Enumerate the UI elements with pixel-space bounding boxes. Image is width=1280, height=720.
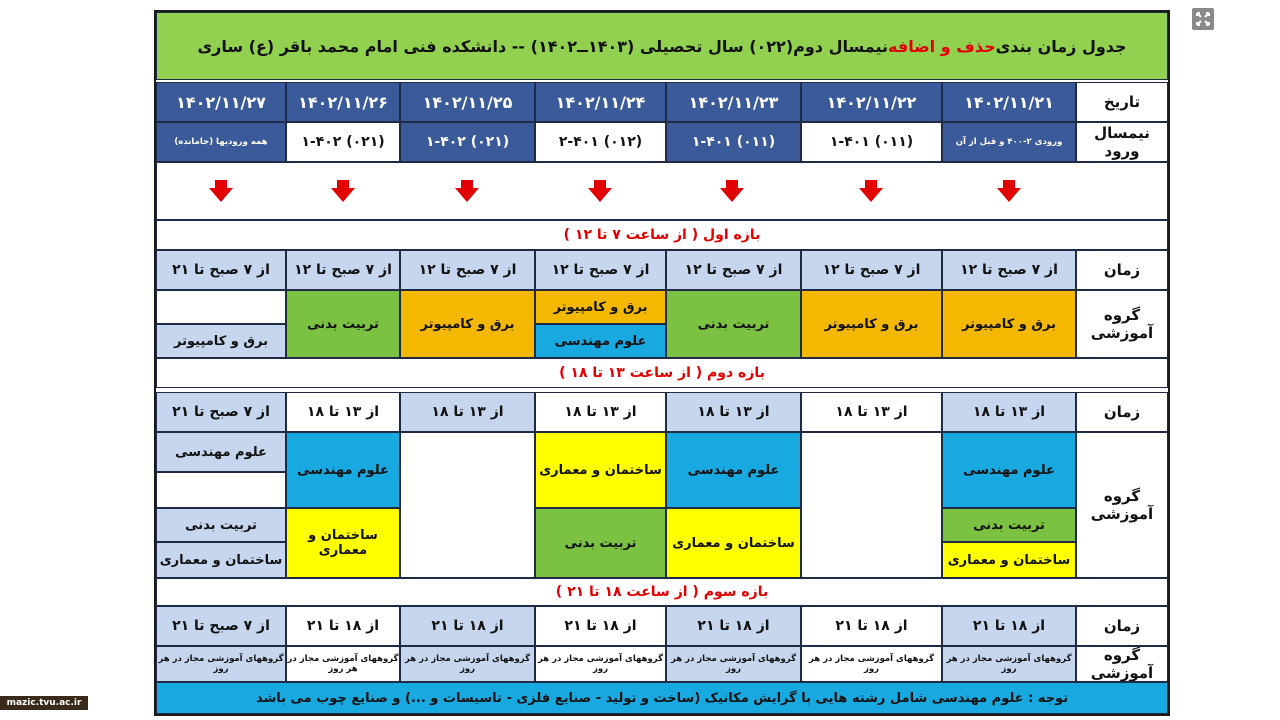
time3-7: از ۷ صبح تا ۲۱ bbox=[156, 606, 286, 646]
time3-1: از ۱۸ تا ۲۱ bbox=[942, 606, 1076, 646]
time3-5: از ۱۸ تا ۲۱ bbox=[400, 606, 535, 646]
entry-1: ورودی ۲-۴۰۰ و قبل از آن bbox=[942, 122, 1076, 162]
arrow-down-icon bbox=[858, 178, 884, 204]
group2-4b: تربیت بدنی bbox=[535, 508, 666, 578]
arrow-down-icon bbox=[454, 178, 480, 204]
time1-6: از ۷ صبح تا ۱۲ bbox=[286, 250, 400, 290]
group3-6: گروههای آموزشی مجاز در هر روز bbox=[286, 646, 400, 682]
label-group-1: گروه آموزشی bbox=[1076, 290, 1168, 358]
time2-7: از ۷ صبح تا ۲۱ bbox=[156, 392, 286, 432]
group1-3: تربیت بدنی bbox=[666, 290, 801, 358]
arrow-down-icon bbox=[208, 178, 234, 204]
entry-4: (۰۱۲) ۲-۴۰۱ bbox=[535, 122, 666, 162]
group1-4a: برق و کامپیوتر bbox=[535, 290, 666, 324]
watermark: mazic.tvu.ac.ir bbox=[0, 696, 88, 710]
group3-3: گروههای آموزشی مجاز در هر روز bbox=[666, 646, 801, 682]
title-part2: حذف و اضافه bbox=[888, 36, 996, 56]
schedule-table bbox=[154, 10, 1170, 716]
title-part3: نیمسال دوم(۰۲۲) سال تحصیلی (۱۴۰۳ــ۱۴۰۲) -- دانشکده فنی امام محمد باقر (ع) ساری bbox=[197, 36, 889, 56]
group1-2: برق و کامپیوتر bbox=[801, 290, 942, 358]
group2-4a: ساختمان و معماری bbox=[535, 432, 666, 508]
entry-6: (۰۲۱) ۱-۴۰۲ bbox=[286, 122, 400, 162]
band-first: بازه اول ( از ساعت ۷ تا ۱۲ ) bbox=[156, 220, 1168, 250]
group2-7-empty bbox=[156, 472, 286, 508]
footnote: توجه : علوم مهندسی شامل رشته هایی با گرایش مکانیک (ساخت و تولید - صنایع فلزی - تاسیسات و ...) و صنایع چوب می باشد bbox=[156, 682, 1168, 714]
time1-2: از ۷ صبح تا ۱۲ bbox=[801, 250, 942, 290]
date-5: ۱۴۰۲/۱۱/۲۵ bbox=[400, 82, 535, 122]
label-time-2: زمان bbox=[1076, 392, 1168, 432]
band-second: بازه دوم ( از ساعت ۱۳ تا ۱۸ ) bbox=[156, 358, 1168, 388]
entry-5: (۰۲۱) ۱-۴۰۲ bbox=[400, 122, 535, 162]
date-2: ۱۴۰۲/۱۱/۲۲ bbox=[801, 82, 942, 122]
label-entry: نیمسال ورود bbox=[1076, 122, 1168, 162]
time1-4: از ۷ صبح تا ۱۲ bbox=[535, 250, 666, 290]
date-6: ۱۴۰۲/۱۱/۲۶ bbox=[286, 82, 400, 122]
time1-7: از ۷ صبح تا ۲۱ bbox=[156, 250, 286, 290]
group1-5: برق و کامپیوتر bbox=[400, 290, 535, 358]
arrow-down-icon bbox=[996, 178, 1022, 204]
time2-6: از ۱۳ تا ۱۸ bbox=[286, 392, 400, 432]
time3-6: از ۱۸ تا ۲۱ bbox=[286, 606, 400, 646]
group2-2-empty bbox=[801, 432, 942, 578]
group2-6a: علوم مهندسی bbox=[286, 432, 400, 508]
date-3: ۱۴۰۲/۱۱/۲۳ bbox=[666, 82, 801, 122]
time1-1: از ۷ صبح تا ۱۲ bbox=[942, 250, 1076, 290]
date-1: ۱۴۰۲/۱۱/۲۱ bbox=[942, 82, 1076, 122]
time1-5: از ۷ صبح تا ۱۲ bbox=[400, 250, 535, 290]
group2-1a: علوم مهندسی bbox=[942, 432, 1076, 508]
entry-7: همه ورودیها (جامانده) bbox=[156, 122, 286, 162]
group2-1b: تربیت بدنی bbox=[942, 508, 1076, 542]
label-time-1: زمان bbox=[1076, 250, 1168, 290]
group3-5: گروههای آموزشی مجاز در هر روز bbox=[400, 646, 535, 682]
date-7: ۱۴۰۲/۱۱/۲۷ bbox=[156, 82, 286, 122]
group2-7a: علوم مهندسی bbox=[156, 432, 286, 472]
group3-4: گروههای آموزشی مجاز در هر روز bbox=[535, 646, 666, 682]
arrow-down-icon bbox=[587, 178, 613, 204]
group1-4b: علوم مهندسی bbox=[535, 324, 666, 358]
group2-3a: علوم مهندسی bbox=[666, 432, 801, 508]
time3-2: از ۱۸ تا ۲۱ bbox=[801, 606, 942, 646]
group1-6: تربیت بدنی bbox=[286, 290, 400, 358]
label-group-3: گروه آموزشی bbox=[1076, 646, 1168, 682]
table-title bbox=[156, 12, 1168, 80]
time3-3: از ۱۸ تا ۲۱ bbox=[666, 606, 801, 646]
group2-3b: ساختمان و معماری bbox=[666, 508, 801, 578]
entry-2: (۰۱۱) ۱-۴۰۱ bbox=[801, 122, 942, 162]
band-third: بازه سوم ( از ساعت ۱۸ تا ۲۱ ) bbox=[156, 578, 1168, 606]
group3-1: گروههای آموزشی مجاز در هر روز bbox=[942, 646, 1076, 682]
date-4: ۱۴۰۲/۱۱/۲۴ bbox=[535, 82, 666, 122]
group2-1c: ساختمان و معماری bbox=[942, 542, 1076, 578]
time2-4: از ۱۳ تا ۱۸ bbox=[535, 392, 666, 432]
group1-1: برق و کامپیوتر bbox=[942, 290, 1076, 358]
group3-7: گروههای آموزشی مجاز در هر روز bbox=[156, 646, 286, 682]
label-time-3: زمان bbox=[1076, 606, 1168, 646]
time2-1: از ۱۳ تا ۱۸ bbox=[942, 392, 1076, 432]
group2-7b: تربیت بدنی bbox=[156, 508, 286, 542]
time3-4: از ۱۸ تا ۲۱ bbox=[535, 606, 666, 646]
group3-2: گروههای آموزشی مجاز در هر روز bbox=[801, 646, 942, 682]
group2-6b: ساختمان و معماری bbox=[286, 508, 400, 578]
time2-3: از ۱۳ تا ۱۸ bbox=[666, 392, 801, 432]
arrow-down-icon bbox=[330, 178, 356, 204]
time2-2: از ۱۳ تا ۱۸ bbox=[801, 392, 942, 432]
group1-7-empty bbox=[156, 290, 286, 324]
label-date: تاریخ bbox=[1076, 82, 1168, 122]
time1-3: از ۷ صبح تا ۱۲ bbox=[666, 250, 801, 290]
label-group-2: گروه آموزشی bbox=[1076, 432, 1168, 578]
expand-icon[interactable] bbox=[1192, 8, 1214, 30]
group2-5-empty bbox=[400, 432, 535, 578]
group1-7: برق و کامپیوتر bbox=[156, 324, 286, 358]
time2-5: از ۱۳ تا ۱۸ bbox=[400, 392, 535, 432]
title-part1: جدول زمان بندی bbox=[995, 36, 1127, 56]
entry-3: (۰۱۱) ۱-۴۰۱ bbox=[666, 122, 801, 162]
group2-7c: ساختمان و معماری bbox=[156, 542, 286, 578]
arrow-down-icon bbox=[719, 178, 745, 204]
